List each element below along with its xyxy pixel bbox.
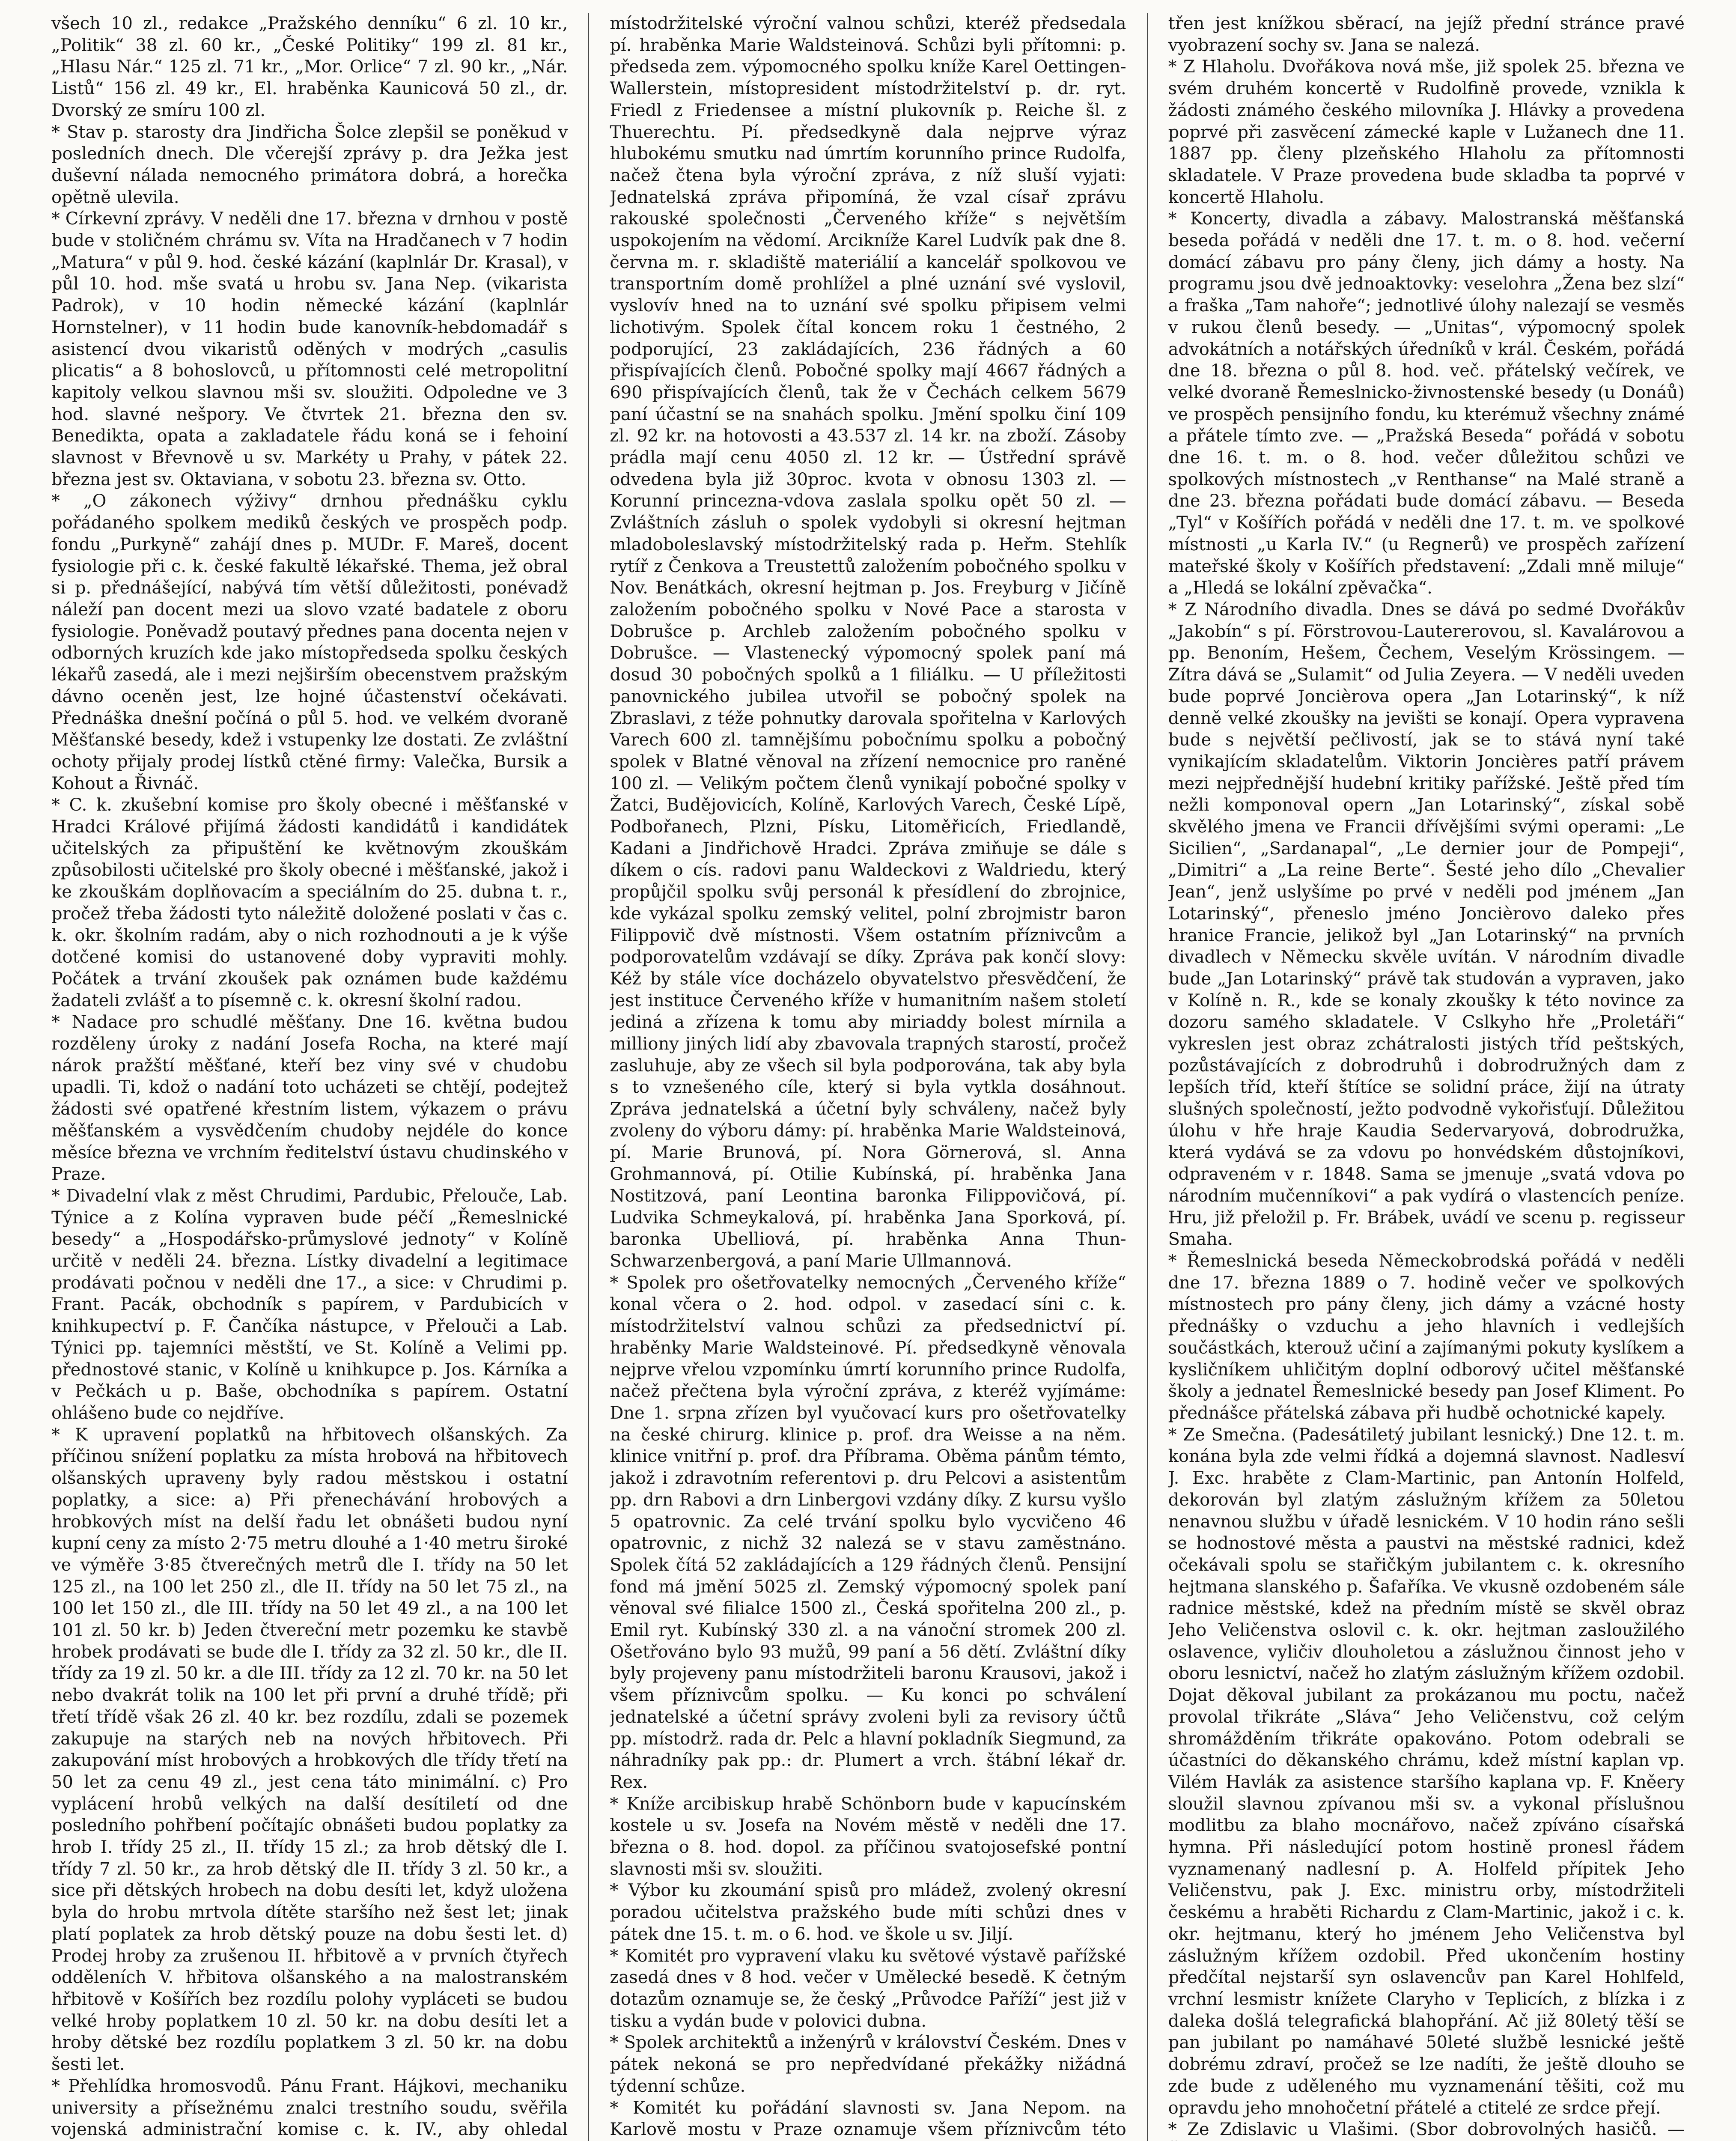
column-1 xyxy=(51,13,568,2141)
column-divider xyxy=(1147,13,1148,2141)
article-paragraph: * Výbor ku zkoumání spisů pro mládež, zvolený okresní poradou učitelstva pražského bude míti schůzi dnes v pátek dne 15. t. m. o 6. hod. ve škole u sv. Jiljí. xyxy=(610,1881,1126,1944)
article-paragraph: * Divadelní vlak z měst Chrudimi, Pardubic, Přelouče, Lab. Týnice a z Kolína vypraven bude péčí „Řemeslnické besedy“ a „Hospodářsko-průmyslové jednoty“ v Kolíně určitě v neděli 24. března. Lístky divadelní a legitimace prodávati počnou v neděli dne 17., a sice: v Chrudimi p. Frant. Pacák, obchodník s papírem, v Pardubicích v knihkupectví p. F. Čančíka nástupce, v Přelouči a Lab. Týnici pp. tajemníci městští, ve St. Kolíně a Velimi pp. přednostové stanic, v Kolíně u knihkupce p. Jos. Kárníka a v Pečkách u p. Baše, obchodníka s papírem. Ostatní ohlášeno bude co nejdříve. xyxy=(51,1186,568,1423)
article-paragraph: * Spolek architektů a inženýrů v království Českém. Dnes v pátek nekoná se pro nepředvídané překážky nižádná týdenní schůze. xyxy=(610,2033,1126,2096)
article-paragraph: * Komitét pro vypravení vlaku ku světové výstavě pařížské zasedá dnes v 8 hod. večer v Umělecké besedě. K četným dotazům oznamuje se, že český „Průvodce Paříží“ jest již v tisku a vydán bude v polovici dubna. xyxy=(610,1946,1126,2031)
article-paragraph: * Komitét ku pořádání slavnosti sv. Jana Nepom. na Karlově mostu v Praze oznamuje všem příznivcům této xyxy=(610,2098,1126,2140)
article-paragraph: * Stav p. starosty dra Jindřicha Šolce zlepšil se poněkud v posledních dnech. Dle včerejší zprávy p. dra Ježka jest duševní nálada nemocného primátora dobrá, a horečka opětně ulevila. xyxy=(51,122,568,207)
article-paragraph: * K upravení poplatků na hřbitovech olšanských. Za příčinou snížení poplatku za místa hrobová na hřbitovech olšanských upraveny byly radou městskou i ostatní poplatky, a sice: a) Při přenechávání hrobových a hrobkových míst na delší řadu let obnášeti budou nyní kupní ceny za místo 2·75 metru dlouhé a 1·40 metru široké ve výměře 3·85 čtverečných metrů dle I. třídy na 50 let 125 zl., na 100 let 250 zl., dle II. třídy na 50 let 75 zl., na 100 let 150 zl., dle III. třídy na 50 let 49 zl., a na 100 let 101 zl. 50 kr. b) Jeden čtvereční metr pozemku ke stavbě hrobek prodávati se bude dle I. třídy za 32 zl. 50 kr., dle II. třídy za 19 zl. 50 kr. a dle III. třídy za 12 zl. 70 kr. na 50 let nebo dvakrát tolik na 100 let při první a druhé třídě; při třetí třídě však 26 zl. 40 kr. bez rozdílu, zdali se pozemek zakupuje na starých neb na nových hřbitovech. Při zakupování míst hrobových a hrobkových dle třídy třetí na 50 let za cenu 49 zl., jest cena táto minimální. c) Pro vyplácení hrobů velkých na další desítiletí od dne posledního pohřbení počítajíc obnášeti budou poplatky za hrob I. třídy 25 zl., II. třídy 15 zl.; za hrob dětský dle I. třídy 7 zl. 50 kr., za hrob dětský dle II. třídy 3 zl. 50 kr., a sice při dětských hrobech na dobu desíti let, když uložena byla do hrobu mrtvola dítěte staršího než šest let; jinak platí poplatek za hrob dětský pouze na dobu šesti let. d) Prodej hroby za zrušenou II. hřbitově a v prvních čtyřech odděleních V. hřbitova olšanského a na malostranském hřbitově v Košířích bez rozdílu polohy vypláceti se budou velké hroby poplatkem 10 zl. 50 kr. na dobu desíti let a hroby dětské bez rozdílu poplatkem 3 zl. 50 kr. na dobu šesti let. xyxy=(51,1425,568,2075)
article-paragraph: * Ze Zdislavic u Vlašimi. (Sbor dobrovolných hasičů. — xyxy=(1168,2120,1685,2140)
article-paragraph: třen jest knížkou sběrací, na jejíž přední stránce pravé vyobrazení sochy sv. Jana se nalezá. xyxy=(1168,14,1685,55)
article-paragraph: * Církevní zprávy. V neděli dne 17. března v drnhou v postě bude v stoličném chrámu sv. Víta na Hradčanech v 7 hodin „Matura“ v půl 9. hod. české kázání (kaplnlár Dr. Krasal), v půl 10. hod. mše svatá u hrobu sv. Jana Nep. (vikarista Padrok), v 10 hodin německé kázání (kaplnlár Hornstelner), v 11 hodin bude kanovník-hebdomadář s asistencí dvou vikaristů oděných v modrých „casulis plicatis“ a 8 bohoslovců, u přítomnosti celé metropolitní kapitoly velkou slavnou mši sv. sloužiti. Odpoledne ve 3 hod. slavné nešpory. Ve čtvrtek 21. března den sv. Benedikta, opata a zakladatele řádu koná se i fehoiní slavnost v Břevnově u sv. Markéty u Prahy, v pátek 22. března jest sv. Oktaviana, v sobotu 23. března sv. Otto. xyxy=(51,209,568,489)
article-paragraph: * Přehlídka hromosvodů. Pánu Frant. Hájkovi, mechaniku university a přísežnému znalci trestního soudu, svěřila vojenská administrační komise c. k. IV., aby ohledal xyxy=(51,2076,568,2140)
article-paragraph: * Nadace pro schudlé měšťany. Dne 16. května budou rozděleny úroky z nadání Josefa Rocha, na které mají nárok pražští měšťané, kteří bez viny své v chudobu upadli. Ti, kdož o nadání toto ucházeti se chtějí, podejtež žádosti své opatřené křestním listem, výkazem o právu měšťanském a vysvědčením chudoby nejdéle do konce měsíce března ve vrchním ředitelství ústavu chudinského v Praze. xyxy=(51,1012,568,1184)
column-3 xyxy=(1168,13,1685,2141)
article-paragraph: * Řemeslnická beseda Německobrodská pořádá v neděli dne 17. března 1889 o 7. hodině večer ve spolkových místnostech pro pány členy, jich dámy a vzácné hosty přednášky o vzduchu a jeho hlavních i vedlejších součástkách, kterouž učiní a zajímanými pokuty kyslíkem a kysličníkem uhličitým doplní odborový učitel měšťanské školy a jednatel Řemeslnické besedy pan Josef Kliment. Po přednášce přátelská zábava při hudbě ochotnické kapely. xyxy=(1168,1251,1685,1423)
article-paragraph: * C. k. zkušební komise pro školy obecné i měšťanské v Hradci Králové přijímá žádosti kandidátů i kandidátek učitelských za připuštění ke květnovým zkouškám způsobilosti učitelské pro školy obecné i měšťanské, jakož i ke zkouškám doplňovacím a speciálním do 25. dubna t. r., pročež třeba žádosti tyto náležitě doložené poslati v čas c. k. okr. školním radám, aby o nich rozhodnouti a je k výše dotčené komisi do ustanovené doby vypraviti mohly. Počátek a trvání zkoušek pak oznámen bude každému žadateli zvlášť a to písemně c. k. okresní školní radou. xyxy=(51,795,568,1011)
article-paragraph: * Ze Smečna. (Padesátiletý jubilant lesnický.) Dne 12. t. m. konána byla zde velmi řídká a dojemná slavnost. Nadlesví J. Exc. hraběte z Clam-Martinic, pan Antonín Holfeld, dekorován byl zlatým záslužným křížem za 50letou nenavnou službu v úřadě lesnickém. V 10 hodin ráno sešli se hodnostové města a paustvi na městské radnici, kdež očekávali spolu se stařičkým jubilantem c. k. okresního hejtmana slanského p. Šafaříka. Ve vkusně ozdobeném sále radnice městské, kdež na předním místě se skvěl obraz Jeho Veličenstva oslovil c. k. okr. hejtman zasloužilého oslavence, vyličiv dlouholetou a záslužnou činnost jeho v oboru lesnictví, načež ho zlatým záslužným křížem ozdobil. Dojat děkoval jubilant za prokázanou mu poctu, načež provolal třikráte „Sláva“ Jeho Veličenstvu, což celým shromážděním třikráte opakováno. Potom odebrali se účastníci do děkanského chrámu, kdež místní kaplan vp. Vilém Havlák za asistence staršího kaplana vp. F. Kněery sloužil slavnou zpívanou mši sv. a vykonal příslušnou modlitbu za blaho mocnářovo, načež zpíváno císařská hymna. Při následující potom hostině pronesl řádem vyznamenaný nadlesní p. A. Holfeld přípitek Jeho Veličenstvu, pak J. Exc. ministru orby, místodržiteli českému a hraběti Richardu z Clam-Martinic, jakož i c. k. okr. hejtmanu, který ho jménem Jeho Veličenstva byl záslužným křížem ozdobil. Před ukončením hostiny předčítal nejstarší syn oslavencův pan Karel Hohlfeld, vrchní lesmistr knížete Claryho v Teplicích, z blízka i z daleka došlá telegrafická blahopřání. Ač již 80letý těší se pan jubilant po namáhavé 50leté službě lesnické ještě dobrému zdraví, pročež se lze nadíti, že ještě dlouho se zde bude z uděleného mu vyznamenání těšiti, což mu opravdu jeho mnohočetní přátelé a ctitelé ze srdce přejí. xyxy=(1168,1425,1685,2118)
article-paragraph: * „O zákonech výživy“ drnhou přednášku cyklu pořádaného spolkem mediků českých ve prospěch podp. fondu „Purkyně“ zahájí dnes p. MUDr. F. Mareš, docent fysiologie při c. k. české fakultě lékařské. Thema, jež obral si p. přednášející, nabývá tím větší důležitosti, ponévadž náleží pan docent mezi ua slovo vzaté badatele z oboru fysiologie. Poněvadž poutavý přednes pana docenta nejen v odborných kruzích kde jako místopředseda spolku českých lékařů zasedá, ale i mezi nejširším obecenstvem pražským dávno oceněn jest, lze hojné účastenství očekávati. Přednáška dnešní počíná o půl 5. hod. ve velkém dvoraně Měšťanské besedy, kdež i vstupenky lze dostati. Ze zvláštní ochoty přijaly prodej lístků ctěné firmy: Valečka, Bursik a Kohout a Řivnáč. xyxy=(51,491,568,793)
article-paragraph: * Spolek pro ošetřovatelky nemocných „Červeného kříže“ konal včera o 2. hod. odpol. v zasedací síni c. k. místodržitelství valnou schůzi za předsednictví pí. hraběnky Marie Waldsteinové. Pí. předsedkyně věnovala nejprve vřelou vzpomínku úmrtí korunního prince Rudolfa, načež přečtena byla výroční zpráva, z kteréž vyjímáme: Dne 1. srpna zřízen byl vyučovací kurs pro ošetřovatelky na české chirurg. klinice p. prof. dra Weisse a na něm. klinice vnitřní p. prof. dra Příbrama. Oběma pánům témto, jakož i zdravotním referentovi p. dru Pelcovi a asistentům pp. drn Rabovi a drn Linbergovi vzdány díky. Z kursu vyšlo 5 opatrovnic. Za celé trvání spolku bylo vycvičeno 46 opatrovnic, z nichž 32 nalezá se v stavu zaměstnáno. Spolek čítá 52 zakládajících a 129 řádných členů. Pensijní fond má jmění 5025 zl. Zemský výpomocný spolek paní věnoval své filialce 1500 zl., Česká spořitelna 200 zl., p. Emil ryt. Kubínský 330 zl. a na vánoční stromek 200 zl. Ošetřováno bylo 93 mužů, 99 paní a 56 dětí. Zvláštní díky byly projeveny panu místodržiteli baronu Krausovi, jakož i všem příznivcům spolku. — Ku konci po schválení jednatelské a účetní správy zvoleni byli za revisory účtů pp. místodrž. rada dr. Pelc a hlavní pokladník Siegmund, za náhradníky pak pp.: dr. Plumert a vrch. štábní lékař dr. Rex. xyxy=(610,1273,1126,1792)
column-divider xyxy=(588,13,589,2141)
article-paragraph: * Z Národního divadla. Dnes se dává po sedmé Dvořákův „Jakobín“ s pí. Förstrovou-Lautererovou, sl. Kavalárovou a pp. Benoním, Hešem, Čechem, Veselým Krössingem. — Zítra dává se „Sulamit“ od Julia Zeyera. — V neděli uveden bude poprvé Joncièrova opera „Jan Lotarinský“, k níž denně velké zkoušky na jevišti se konají. Opera vypravena bude s největší pečlivostí, jak se to stává nyní také vynikajícím skladatelům. Viktorin Joncières patří právem mezi nejpřednější hudební kritiky pařížské. Ještě před tím nežli komponoval opern „Jan Lotarinský“, získal sobě skvělého jmena ve Francii dřívějšími svými operami: „Le Sicilien“, „Sardanapal“, „Le dernier jour de Pompeji“, „Dimitri“ a „La reine Berte“. Šesté jeho dílo „Chevalier Jean“, jenž uslyšíme po prvé v neděli pod jménem „Jan Lotarinský“, přeneslo jméno Joncièrovo daleko přes hranice Francie, jelikož byl „Jan Lotarinský“ na prvních divadlech v Německu skvěle uvítán. V národním divadle bude „Jan Lotarinský“ právě tak studován a vypraven, jako v Kolíně n. R., kde se konaly zkoušky k této novince za dozoru samého skladatele. V Cslkyho hře „Proletáři“ vykreslen jest obraz zchátralosti jistých tříd peštských, pozůstávajících z dobrodruhů i dobrodružných dam z lepších tříd, kteří štítíce se solidní práce, žijí na útraty slušných společností, ježto podvodně vykořisťují. Důležitou úlohu v hře hraje Kaudia Sedervaryová, dobrodružka, která vydává se za vdovu po honvédském důstojníkovi, odpraveném v r. 1848. Sama se jmenuje „svatá vdova po národním mučenníkovi“ a pak vydírá o vlastencích peníze. Hru, již přeložil p. Fr. Brábek, uvádí ve scenu p. regisseur Smaha. xyxy=(1168,599,1685,1249)
article-paragraph: * Koncerty, divadla a zábavy. Malostranská měšťanská beseda pořádá v neděli dne 17. t. m. o 8. hod. večerní domácí zábavu pro pány členy, jich dámy a hosty. Na programu jsou dvě jednoaktovky: veselohra „Žena bez slzí“ a fraška „Tam nahoře“; jednotlivé úlohy nalezají se vesměs v rukou členů besedy. — „Unitas“, výpomocný spolek advokátních a notářských úředníků v král. Českém, pořádá dne 18. března o půl 8. hod. več. přátelský večírek, ve velké dvoraně Řemeslnicko-živnostenské besedy (u Donáů) ve prospěch pensijního fondu, ku kterémuž všechny známé a přátele tímto zve. — „Pražská Beseda“ pořádá v sobotu dne 16. t. m. o 8. hod. večer důležitou schůzi ve spolkových místnostech „v Renthanse“ na Malé straně a dne 23. března pořádati bude domácí zábavu. — Beseda „Tyl“ v Košířích pořádá v neděli dne 17. t. m. ve spolkové místnosti „u Karla IV.“ (u Regnerů) ve prospěch zařízení mateřské školy v Košířích představení: „Zdali mně miluje“ a „Hledá se lokální zpěvačka“. xyxy=(1168,209,1685,598)
article-paragraph: místodržitelské výroční valnou schůzi, kteréž předsedala pí. hraběnka Marie Waldsteinová. Schůzi byli přítomni: p. předseda zem. výpomocného spolku kníže Karel Oettingen-Wallerstein, místopresident místodržitelství p. dr. ryt. Friedl z Friedensee a místní plukovník p. Reiche šl. z Thuerechtu. Pí. předsedkyně dala nejprve výraz hlubokému smutku nad úmrtím korunního prince Rudolfa, načež čtena byla výroční zpráva, z níž sluší vyjati: Jednatelská zpráva připomíná, že vzal císař zprávu rakouské společnosti „Červeného kříže“ s největším uspokojením na vědomí. Arcikníže Karel Ludvík pak dne 8. června m. r. skladiště materiálií a kancelář spolkovou ve transportním domě prohlížel a plné uznání své vyslovil, vyslovív hned na to uznání své spolku připisem velmi lichotivým. Spolek čítal koncem roku 1 čestného, 2 podporující, 23 zakládajících, 236 řádných a 60 přispívajících členů. Pobočné spolky mají 4667 řádných a 690 přispívajících členů, tak že v Čechách celkem 5679 paní účastní se na snahách spolku. Jmění spolku činí 109 zl. 92 kr. na hotovosti a 43.537 zl. 14 kr. na zboží. Zásoby prádla mají cenu 4050 zl. 12 kr. — Ústřední správě odvedena byla již 30proc. kvota v obnosu 1303 zl. — Korunní princezna-vdova zaslala spolku opět 50 zl. — Zvláštních zásluh o spolek vydobyli si okresní hejtman mladoboleslavský místodržitelský rada p. Heřm. Stehlík rytíř z Čenkova a Treustettů založením pobočného spolku v Nov. Benátkách, okresní hejtman p. Jos. Freyburg v Jičíně založením pobočného spolku v Nové Pace a starosta v Dobrušce p. Archleb založením pobočného spolku v Dobrušce. — Vlastenecký výpomocný spolek paní má dosud 30 pobočných spolků a 1 filiálku. — U příležitosti panovnického jubilea utvořil se pobočný spolek na Zbraslavi, z téže pohnutky darovala spořitelna v Karlových Varech 600 zl. tamnějšímu pobočnímu spolku a pobočný spolek v Blatné věnoval na zřízení nemocnice pro raněné 100 zl. — Velikým počtem členů vynikají pobočné spolky v Žatci, Budějovicích, Kolíně, Karlových Varech, České Lípě, Podbořanech, Plzni, Písku, Litoměřicích, Friedlandě, Kadani a Jindřichově Hradci. Zpráva zmiňuje se dále s díkem o cís. radovi panu Waldeckovi z Waldriedu, který propůjčil spolku svůj personál k přesídlení do zbrojnice, kde vykázal spolku zemský velitel, polní zbrojmistr baron Filippovič dvě místnosti. Všem ostatním příznivcům a podporovatelům vzdávají se díky. Zpráva pak končí slovy: Kéž by stále více docházelo obyvatelstvo přesvědčení, že jest instituce Červeného kříže v humanitním našem století jediná a zřízena k tomu aby miriaddy bolest mírnila a milliony jiných lidí aby zbavovala trapných starostí, pročež zasluhuje, aby ze všech sil byla podporována, tak aby byla s to vznešeného cíle, který si byla vytkla dosáhnout. Zpráva jednatelská a účetní byly schváleny, načež byly zvoleny do výboru dámy: pí. hraběnka Marie Waldsteinová, pí. Marie Brunová, pí. Nora Görnerová, sl. Anna Grohmannová, pí. Otilie Kubínská, pí. hraběnka Jana Nostitzová, paní Leontina baronka Filippovičová, pí. Ludvika Schmeykalová, pí. hraběnka Jana Sporková, pí. baronka Ubelliová, pí. hraběnka Anna Thun-Schwarzenbergová, a paní Marie Ullmannová. xyxy=(610,14,1126,1271)
column-container xyxy=(51,13,1685,2141)
article-paragraph: * Kníže arcibiskup hrabě Schönborn bude v kapucínském kostele u sv. Josefa na Novém městě v neděli dne 17. března o 8. hod. dopol. za příčinou svatojosefské pontní slavnosti mši sv. sloužiti. xyxy=(610,1794,1126,1879)
article-paragraph: všech 10 zl., redakce „Pražského denníku“ 6 zl. 10 kr., „Politik“ 38 zl. 60 kr., „České Politiky“ 199 zl. 81 kr., „Hlasu Nár.“ 125 zl. 71 kr., „Mor. Orlice“ 7 zl. 90 kr., „Nár. Listů“ 156 zl. 49 kr., El. hraběnka Kaunicová 50 zl., dr. Dvorský ze smíru 100 zl. xyxy=(51,14,568,120)
column-2 xyxy=(610,13,1126,2141)
article-paragraph: * Z Hlaholu. Dvořákova nová mše, již spolek 25. března ve svém druhém koncertě v Rudolfině provede, vznikla k žádosti známého českého milovníka J. Hlávky a provedena poprvé při zasvěcení zámecké kaple v Lužanech dne 11. 1887 pp. členy plzeňského Hlaholu za přítomnosti skladatele. V Praze provedena bude skladba ta poprvé v koncertě Hlaholu. xyxy=(1168,57,1685,207)
